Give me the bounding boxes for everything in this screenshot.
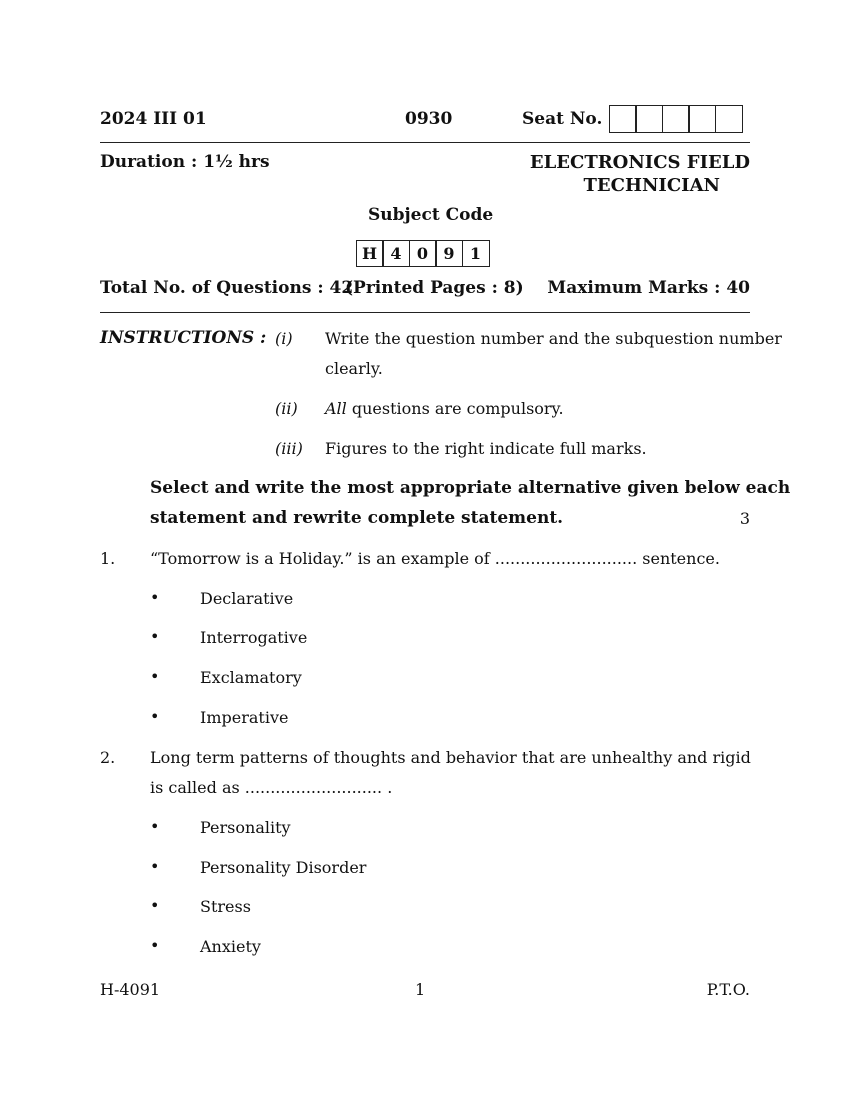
bullet-icon: • [150, 588, 160, 607]
section-heading-line1: Select and write the most appropriate alternative given below each [150, 478, 791, 498]
question-text: “Tomorrow is a Holiday.” is an example of ............................ sentence. [150, 549, 720, 568]
bullet-icon: • [150, 896, 160, 915]
instruction-emphasis: All [325, 399, 347, 418]
seat-box[interactable] [662, 105, 690, 133]
question-number: 1. [100, 549, 116, 568]
question-number: 2. [100, 748, 116, 767]
instruction-num: (iii) [275, 439, 303, 458]
instruction-num: (i) [275, 329, 293, 348]
bullet-icon: • [150, 817, 160, 836]
duration: Duration : 1½ hrs [100, 152, 270, 172]
bullet-icon: • [150, 707, 160, 726]
footer-page-number: 1 [415, 980, 426, 999]
seat-label: Seat No. [522, 109, 603, 129]
subject-code-boxes [357, 240, 490, 267]
time-code: 0930 [405, 109, 453, 129]
instruction-rest: questions are compulsory. [346, 399, 564, 418]
total-questions: Total No. of Questions : 42 [100, 278, 354, 298]
instructions-label: INSTRUCTIONS : [100, 328, 267, 348]
subject-code-label: Subject Code [368, 205, 494, 225]
seat-box[interactable] [688, 105, 716, 133]
option: Declarative [200, 589, 294, 608]
section-heading-line2: statement and rewrite complete statement. [150, 508, 564, 528]
option: Anxiety [200, 937, 261, 956]
instruction-text: clearly. [325, 359, 383, 378]
bullet-icon: • [150, 627, 160, 646]
code-char: H [356, 240, 384, 267]
instruction-num: (ii) [275, 399, 298, 418]
seat-box[interactable] [715, 105, 743, 133]
exam-code: 2024 III 01 [100, 109, 207, 129]
option: Interrogative [200, 628, 308, 647]
footer-paper-code: H-4091 [100, 980, 161, 999]
question-text: Long term patterns of thoughts and behavior that are unhealthy and rigid [150, 748, 751, 767]
question-text: is called as ........................... . [150, 778, 393, 797]
section-marks: 3 [739, 509, 750, 528]
option: Personality [200, 818, 291, 837]
option: Personality Disorder [200, 858, 367, 877]
option: Exclamatory [200, 668, 302, 687]
seat-box[interactable] [609, 105, 637, 133]
code-char: 4 [382, 240, 410, 267]
code-char: 9 [435, 240, 463, 267]
instruction-text: Write the question number and the subquestion number [325, 329, 782, 348]
bullet-icon: • [150, 857, 160, 876]
subject-title-line2: TECHNICIAN [583, 175, 720, 196]
info-divider [100, 312, 750, 313]
instruction-text: Figures to the right indicate full marks. [325, 439, 647, 458]
header-divider [100, 142, 750, 143]
max-marks: Maximum Marks : 40 [547, 278, 750, 298]
instruction-text [325, 399, 564, 418]
option: Stress [200, 897, 251, 916]
bullet-icon: • [150, 936, 160, 955]
footer-pto: P.T.O. [706, 980, 750, 999]
seat-box[interactable] [635, 105, 663, 133]
code-char: 1 [462, 240, 490, 267]
printed-pages: (Printed Pages : 8) [345, 278, 524, 298]
subject-title-line1: ELECTRONICS FIELD [529, 152, 750, 173]
option: Imperative [200, 708, 289, 727]
code-char: 0 [409, 240, 437, 267]
seat-number-boxes[interactable] [610, 105, 743, 133]
bullet-icon: • [150, 667, 160, 686]
